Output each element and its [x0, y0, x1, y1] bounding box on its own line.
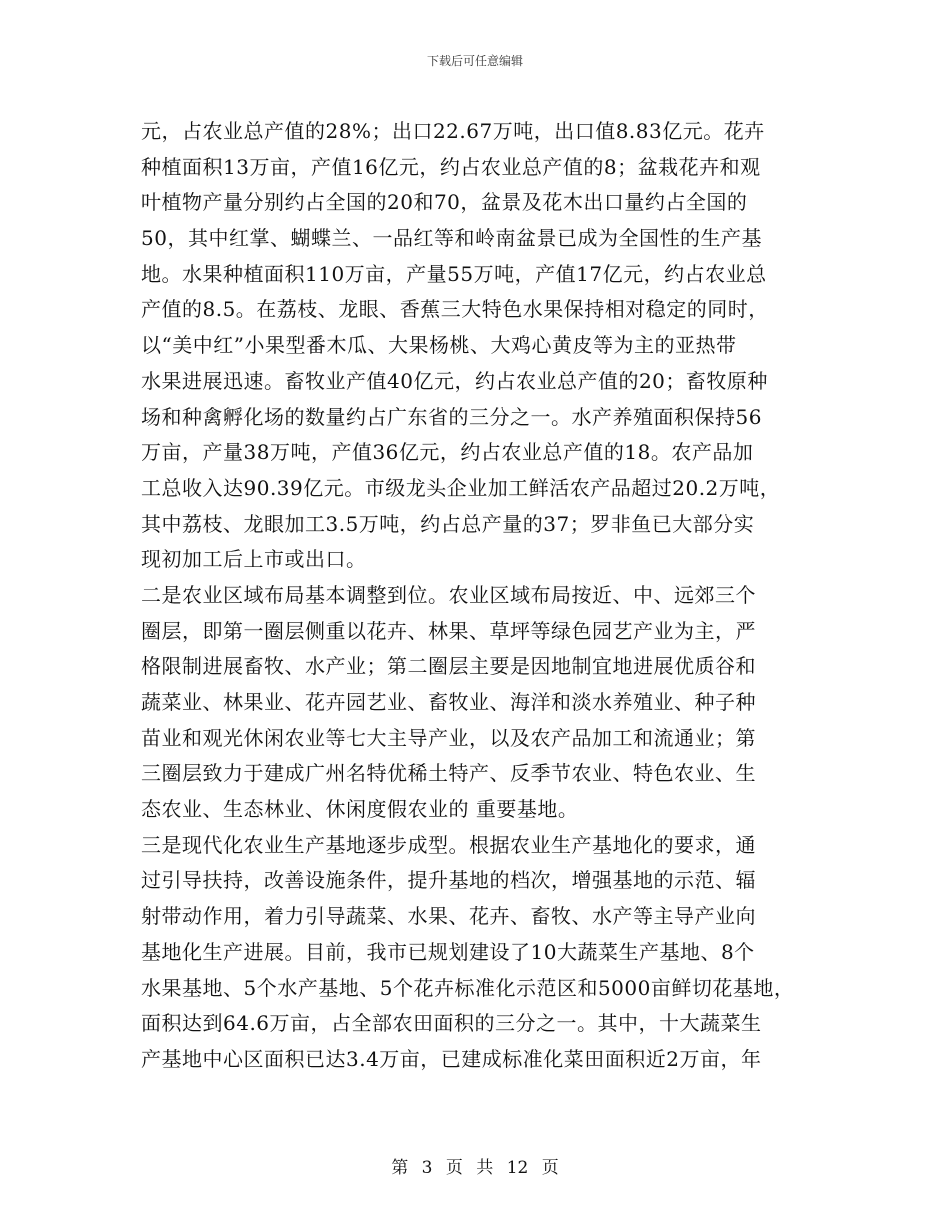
footer-page-word: 页 [445, 1158, 463, 1178]
text-line: 产基地中心区面积已达3.4万亩，已建成标准化菜田面积近2万亩，年 [141, 1046, 762, 1071]
text-line: 现初加工后上市或出口。 [141, 547, 367, 572]
text-line: 圈层，即第一圈层侧重以花卉、林果、草坪等绿色园艺产业为主，严 [141, 618, 756, 643]
text-line: 50，其中红掌、蝴蝶兰、一品红等和岭南盆景已成为全国性的生产基 [141, 226, 762, 251]
footer-total-word: 共 [476, 1158, 494, 1178]
text-line: 场和种禽孵化场的数量约占广东省的三分之一。水产养殖面积保持56 [141, 404, 762, 429]
text-line: 水果基地、5个水产基地、5个花卉标准化示范区和5000亩鲜切花基地， [141, 975, 795, 1000]
current-page-number: 3 [421, 1158, 433, 1178]
text-line: 工总收入达90.39亿元。市级龙头企业加工鲜活农产品超过20.2万吨， [141, 475, 781, 500]
total-page-count: 12 [506, 1158, 529, 1178]
footer-prefix: 第 [391, 1158, 409, 1178]
text-line: 元，占农业总产值的28%；出口22.67万吨，出口值8.83亿元。花卉 [141, 119, 765, 143]
footer-suffix: 页 [541, 1158, 559, 1178]
paragraph-heading-line: 三是现代化农业生产基地逐步成型。根据农业生产基地化的要求，通 [141, 832, 756, 857]
text-line: 过引导扶持，改善设施条件，提升基地的档次，增强基地的示范、辐 [141, 868, 756, 893]
text-line: 以“美中红”小果型番木瓜、大果杨桃、大鸡心黄皮等为主的亚热带 [141, 333, 737, 358]
text-line: 射带动作用，着力引导蔬菜、水果、花卉、畜牧、水产等主导产业向 [141, 904, 756, 929]
page-footer [0, 1153, 950, 1178]
text-line: 叶植物产量分别约占全国的20和70，盆景及花木出口量约占全国的 [141, 190, 748, 215]
text-line: 苗业和观光休闲农业等七大主导产业，以及农产品加工和流通业；第 [141, 725, 756, 750]
text-line: 地。水果种植面积110万亩，产量55万吨，产值17亿元，约占农业总 [141, 261, 767, 286]
text-line: 其中荔枝、龙眼加工3.5万吨，约占总产量的37；罗非鱼已大部分实 [141, 511, 755, 536]
text-line: 万亩，产量38万吨，产值36亿元，约占农业总产值的18。农产品加 [141, 440, 754, 465]
text-line: 态农业、生态林业、休闲度假农业的 重要基地。 [141, 797, 579, 822]
text-line: 面积达到64.6万亩，占全部农田面积的三分之一。其中，十大蔬菜生 [141, 1011, 762, 1036]
text-line: 水果进展迅速。畜牧业产值40亿元，约占农业总产值的20；畜牧原种 [141, 368, 768, 393]
document-body [141, 114, 831, 1078]
text-line: 蔬菜业、林果业、花卉园艺业、畜牧业、海洋和淡水养殖业、种子种 [141, 690, 756, 714]
text-line: 格限制进展畜牧、水产业；第二圈层主要是因地制宜地进展优质谷和 [141, 654, 756, 679]
text-line: 产值的8.5。在荔枝、龙眼、香蕉三大特色水果保持相对稳定的同时， [141, 297, 769, 322]
text-line: 三圈层致力于建成广州名特优稀土特产、反季节农业、特色农业、生 [141, 761, 756, 786]
text-line: 种植面积13万亩，产值16亿元，约占农业总产值的8；盆栽花卉和观 [141, 154, 761, 179]
paragraph-heading-line: 二是农业区域布局基本调整到位。农业区域布局按近、中、远郊三个 [141, 582, 756, 607]
text-line: 基地化生产进展。目前，我市已规划建设了10大蔬菜生产基地、8个 [141, 939, 755, 964]
page-header: 下载后可任意编辑 [426, 54, 523, 68]
